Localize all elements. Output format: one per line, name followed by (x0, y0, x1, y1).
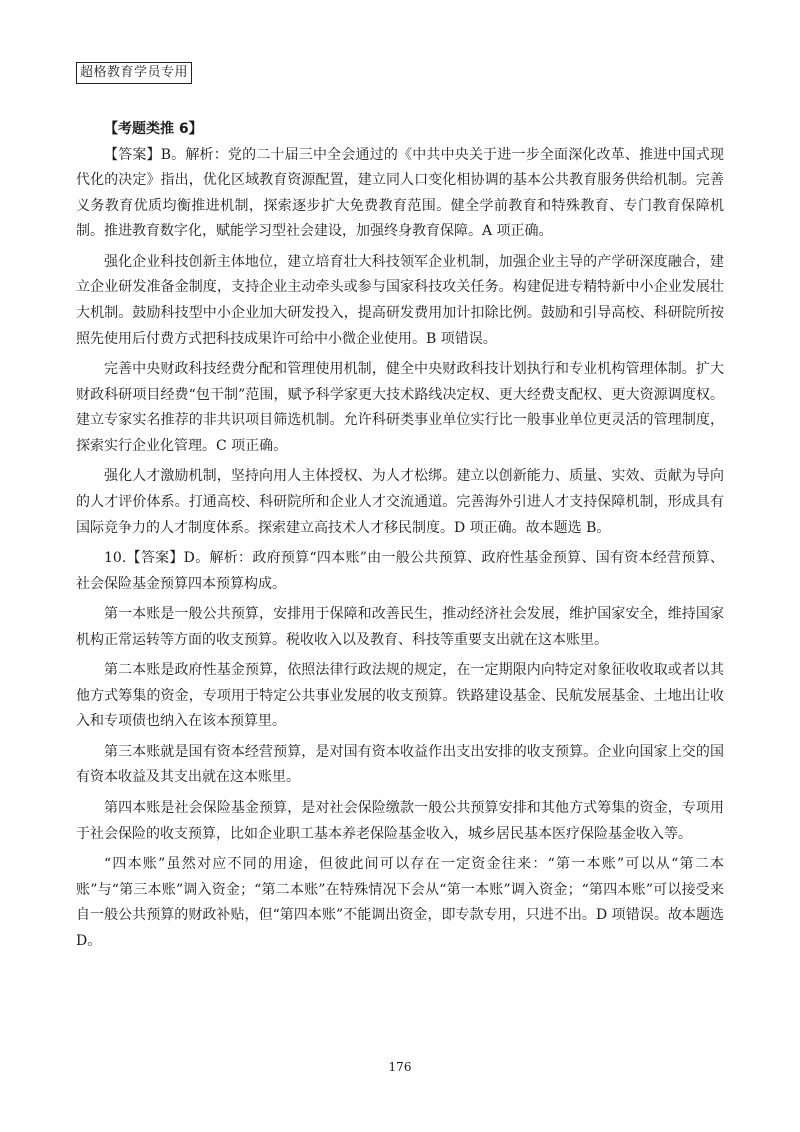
paragraph-option-c: 完善中央财政科技经费分配和管理使用机制，健全中央财政科技计划执行和专业机构管理体制。扩大财政科研项目经费“包干制”范围，赋予科学家更大技术路线决定权、更大经费支配权、更大资源调度权。建立专家实名推荐的非共识项目筛选机制。允许科研类事业单位实行比一般事业单位更灵活的管理制度，探索实行企业化管理。C 项正确。 (76, 361, 724, 454)
header-label: 超格教育学员专用 (76, 62, 192, 84)
paragraph-fourth-book: 第四本账是社会保险基金预算，是对社会保险缴款一般公共预算安排和其他方式筹集的资金，专项用于社会保险的收支预算，比如企业职工基本养老保险基金收入，城乡居民基本医疗保险基金收入等。 (76, 799, 724, 842)
section-title: 【考题类推 6】 (104, 121, 203, 137)
paragraph-conclusion: “四本账”虽然对应不同的用途，但彼此间可以存在一定资金往来：“第一本账”可以从“第二本账”与“第三本账”调入资金；“第二本账”在特殊情况下会从“第一本账”调入资金；“第四本账”可以接受来自一般公共预算的财政补贴，但“第四本账”不能调出资金，即专款专用，只进不出。D 项错误。故本题选 D。 (76, 856, 724, 949)
paragraph-option-d: 强化人才激励机制，坚持向用人主体授权、为人才松绑。建立以创新能力、质量、实效、贡献为导向的人才评价体系。打通高校、科研院所和企业人才交流通道。完善海外引进人才支持保障机制，形成具有国际竞争力的人才制度体系。探索建立高技术人才移民制度。D 项正确。故本题选 B。 (76, 468, 724, 536)
paragraph-first-book: 第一本账是一般公共预算，安排用于保障和改善民生，推动经济社会发展，维护国家安全，维持国家机构正常运转等方面的收支预算。税收收入以及教育、科技等重要支出就在这本账里。 (76, 606, 724, 648)
paragraph-second-book: 第二本账是政府性基金预算，依照法律行政法规的规定，在一定期限内向特定对象征收收取或者以其他方式筹集的资金，专项用于特定公共事业发展的收支预算。铁路建设基金、民航发展基金、土地出让收入和专项债也纳入在该本预算里。 (76, 662, 724, 730)
paragraph-option-b: 强化企业科技创新主体地位，建立培育壮大科技领军企业机制，加强企业主导的产学研深度融合，建立企业研发准备金制度，支持企业主动牵头或参与国家科技攻关任务。构建促进专精特新中小企业发展壮大机制。鼓励科技型中小企业加大研发投入，提高研发费用加计扣除比例。鼓励和引导高校、科研院所按照先使用后付费方式把科技成果许可给中小微企业使用。B 项错误。 (76, 253, 724, 347)
document-body (76, 117, 724, 959)
paragraph-question-10: 10.【答案】D。解析：政府预算“四本账”由一般公共预算、政府性基金预算、国有资本经营预算、社会保险基金预算四本预算构成。 (76, 550, 724, 592)
paragraph-answer-b: 【答案】B。解析：党的二十届三中全会通过的《中共中央关于进一步全面深化改革、推进中国式现代化的决定》指出，优化区域教育资源配置，建立同人口变化相协调的基本公共教育服务供给机制。完善义务教育优质均衡推进机制，探索逐步扩大免费教育范围。健全学前教育和特殊教育、专门教育保障机制。推进教育数字化，赋能学习型社会建设，加强终身教育保障。A 项正确。 (76, 146, 724, 240)
paragraph-third-book: 第三本账就是国有资本经营预算，是对国有资本收益作出支出安排的收支预算。企业向国家上交的国有资本收益及其支出就在这本账里。 (76, 743, 724, 786)
page-number: 176 (388, 1060, 412, 1074)
